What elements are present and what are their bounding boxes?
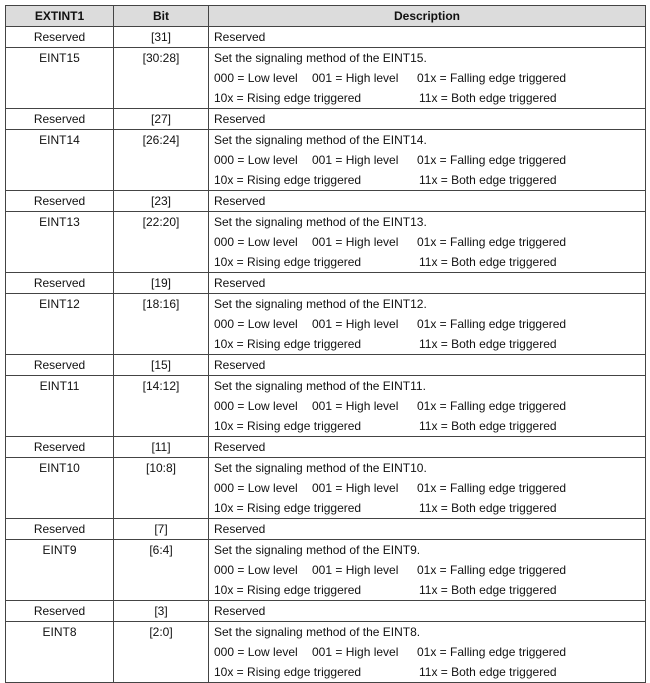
option-both-edge: 11x = Both edge triggered bbox=[419, 501, 557, 515]
cell-description bbox=[209, 540, 646, 601]
cell-bit: [10:8] bbox=[114, 458, 209, 519]
header-bit: Bit bbox=[114, 6, 209, 27]
cell-name: Reserved bbox=[6, 27, 114, 48]
option-rising-edge: 10x = Rising edge triggered bbox=[214, 665, 362, 679]
cell-description bbox=[209, 622, 646, 683]
option-both-edge: 11x = Both edge triggered bbox=[419, 173, 557, 187]
options-line-2 bbox=[214, 252, 640, 272]
cell-description bbox=[209, 212, 646, 273]
option-falling-edge: 01x = Falling edge triggered bbox=[417, 71, 567, 85]
cell-bit: [14:12] bbox=[114, 376, 209, 437]
cell-name: EINT9 bbox=[6, 540, 114, 601]
option-high-level: 001 = High level bbox=[312, 317, 399, 331]
option-high-level: 001 = High level bbox=[312, 481, 399, 495]
option-rising-edge: 10x = Rising edge triggered bbox=[214, 583, 362, 597]
cell-bit: [11] bbox=[114, 437, 209, 458]
option-rising-edge: 10x = Rising edge triggered bbox=[214, 501, 362, 515]
table-header bbox=[6, 6, 646, 27]
option-low-level: 000 = Low level bbox=[214, 71, 298, 85]
options-line-2 bbox=[214, 662, 640, 682]
option-falling-edge: 01x = Falling edge triggered bbox=[417, 235, 567, 249]
options-line-1 bbox=[214, 232, 640, 252]
cell-description: Reserved bbox=[209, 273, 646, 294]
option-low-level: 000 = Low level bbox=[214, 153, 298, 167]
option-rising-edge: 10x = Rising edge triggered bbox=[214, 255, 362, 269]
table-row-reserved bbox=[6, 273, 646, 294]
cell-name: EINT10 bbox=[6, 458, 114, 519]
cell-bit: [3] bbox=[114, 601, 209, 622]
description-text: Set the signaling method of the EINT9. bbox=[214, 543, 421, 557]
table-row-eint bbox=[6, 130, 646, 191]
table-body bbox=[6, 27, 646, 683]
table-row-reserved bbox=[6, 519, 646, 540]
cell-bit: [22:20] bbox=[114, 212, 209, 273]
option-both-edge: 11x = Both edge triggered bbox=[419, 419, 557, 433]
cell-description bbox=[209, 376, 646, 437]
cell-bit: [26:24] bbox=[114, 130, 209, 191]
cell-bit: [23] bbox=[114, 191, 209, 212]
option-low-level: 000 = Low level bbox=[214, 481, 298, 495]
table-row-eint bbox=[6, 212, 646, 273]
options-line-2 bbox=[214, 170, 640, 190]
table-row-reserved bbox=[6, 437, 646, 458]
cell-description: Reserved bbox=[209, 437, 646, 458]
register-table bbox=[5, 5, 646, 683]
options-line-1 bbox=[214, 314, 640, 334]
cell-description: Reserved bbox=[209, 355, 646, 376]
options-line-1 bbox=[214, 150, 640, 170]
option-both-edge: 11x = Both edge triggered bbox=[419, 665, 557, 679]
cell-name: Reserved bbox=[6, 109, 114, 130]
cell-name: EINT11 bbox=[6, 376, 114, 437]
option-rising-edge: 10x = Rising edge triggered bbox=[214, 173, 362, 187]
description-text: Set the signaling method of the EINT13. bbox=[214, 215, 427, 229]
cell-bit: [19] bbox=[114, 273, 209, 294]
header-description: Description bbox=[209, 6, 646, 27]
description-text: Set the signaling method of the EINT10. bbox=[214, 461, 427, 475]
options-line-2 bbox=[214, 334, 640, 354]
cell-description: Reserved bbox=[209, 109, 646, 130]
header-row bbox=[6, 6, 646, 27]
cell-bit: [18:16] bbox=[114, 294, 209, 355]
option-falling-edge: 01x = Falling edge triggered bbox=[417, 153, 567, 167]
options-line-1 bbox=[214, 68, 640, 88]
option-rising-edge: 10x = Rising edge triggered bbox=[214, 337, 362, 351]
table-row-eint bbox=[6, 48, 646, 109]
description-text: Set the signaling method of the EINT14. bbox=[214, 133, 427, 147]
option-low-level: 000 = Low level bbox=[214, 563, 298, 577]
description-text: Set the signaling method of the EINT11. bbox=[214, 379, 426, 393]
description-text: Set the signaling method of the EINT12. bbox=[214, 297, 427, 311]
cell-bit: [31] bbox=[114, 27, 209, 48]
table-row-reserved bbox=[6, 109, 646, 130]
cell-bit: [30:28] bbox=[114, 48, 209, 109]
options-line-1 bbox=[214, 396, 640, 416]
option-rising-edge: 10x = Rising edge triggered bbox=[214, 91, 362, 105]
option-both-edge: 11x = Both edge triggered bbox=[419, 337, 557, 351]
options-line-2 bbox=[214, 416, 640, 436]
option-high-level: 001 = High level bbox=[312, 563, 399, 577]
option-low-level: 000 = Low level bbox=[214, 235, 298, 249]
cell-bit: [15] bbox=[114, 355, 209, 376]
table-row-reserved bbox=[6, 191, 646, 212]
description-text: Set the signaling method of the EINT8. bbox=[214, 625, 421, 639]
option-falling-edge: 01x = Falling edge triggered bbox=[417, 317, 567, 331]
cell-name: EINT12 bbox=[6, 294, 114, 355]
cell-bit: [27] bbox=[114, 109, 209, 130]
table-row-reserved bbox=[6, 601, 646, 622]
cell-bit: [6:4] bbox=[114, 540, 209, 601]
cell-name: Reserved bbox=[6, 601, 114, 622]
description-text: Set the signaling method of the EINT15. bbox=[214, 51, 427, 65]
cell-name: Reserved bbox=[6, 355, 114, 376]
table-row-eint bbox=[6, 540, 646, 601]
option-high-level: 001 = High level bbox=[312, 153, 399, 167]
options-line-1 bbox=[214, 642, 640, 662]
options-line-1 bbox=[214, 478, 640, 498]
options-line-2 bbox=[214, 580, 640, 600]
header-name: EXTINT1 bbox=[6, 6, 114, 27]
option-both-edge: 11x = Both edge triggered bbox=[419, 255, 557, 269]
option-low-level: 000 = Low level bbox=[214, 399, 298, 413]
option-low-level: 000 = Low level bbox=[214, 645, 298, 659]
table-row-eint bbox=[6, 294, 646, 355]
cell-description: Reserved bbox=[209, 519, 646, 540]
cell-description bbox=[209, 458, 646, 519]
cell-description: Reserved bbox=[209, 27, 646, 48]
cell-name: Reserved bbox=[6, 191, 114, 212]
option-falling-edge: 01x = Falling edge triggered bbox=[417, 563, 567, 577]
table-row-reserved bbox=[6, 355, 646, 376]
cell-description: Reserved bbox=[209, 601, 646, 622]
options-line-2 bbox=[214, 88, 640, 108]
option-high-level: 001 = High level bbox=[312, 399, 399, 413]
table-row-eint bbox=[6, 376, 646, 437]
option-rising-edge: 10x = Rising edge triggered bbox=[214, 419, 362, 433]
options-line-1 bbox=[214, 560, 640, 580]
cell-name: EINT15 bbox=[6, 48, 114, 109]
option-both-edge: 11x = Both edge triggered bbox=[419, 91, 557, 105]
cell-bit: [7] bbox=[114, 519, 209, 540]
cell-bit: [2:0] bbox=[114, 622, 209, 683]
option-falling-edge: 01x = Falling edge triggered bbox=[417, 645, 567, 659]
cell-name: EINT13 bbox=[6, 212, 114, 273]
option-high-level: 001 = High level bbox=[312, 645, 399, 659]
table-row-eint bbox=[6, 622, 646, 683]
cell-name: Reserved bbox=[6, 519, 114, 540]
option-falling-edge: 01x = Falling edge triggered bbox=[417, 399, 567, 413]
option-falling-edge: 01x = Falling edge triggered bbox=[417, 481, 567, 495]
option-high-level: 001 = High level bbox=[312, 71, 399, 85]
cell-description: Reserved bbox=[209, 191, 646, 212]
table-row-eint bbox=[6, 458, 646, 519]
option-low-level: 000 = Low level bbox=[214, 317, 298, 331]
option-high-level: 001 = High level bbox=[312, 235, 399, 249]
cell-name: Reserved bbox=[6, 273, 114, 294]
option-both-edge: 11x = Both edge triggered bbox=[419, 583, 557, 597]
cell-name: Reserved bbox=[6, 437, 114, 458]
cell-description bbox=[209, 48, 646, 109]
cell-description bbox=[209, 130, 646, 191]
cell-description bbox=[209, 294, 646, 355]
cell-name: EINT8 bbox=[6, 622, 114, 683]
cell-name: EINT14 bbox=[6, 130, 114, 191]
table-row-reserved bbox=[6, 27, 646, 48]
options-line-2 bbox=[214, 498, 640, 518]
